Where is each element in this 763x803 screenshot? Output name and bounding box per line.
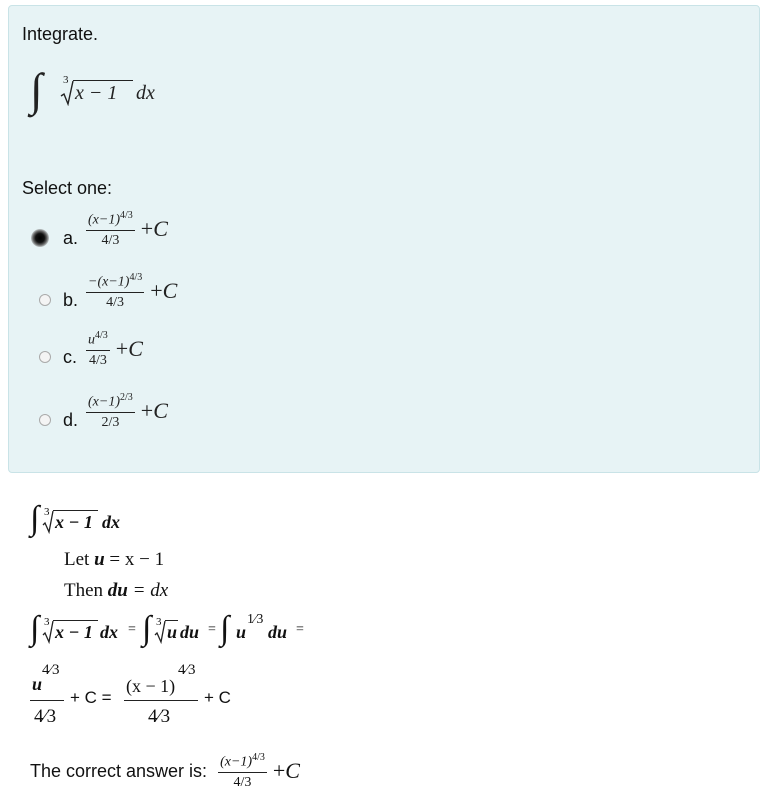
option-c-fraction — [86, 330, 110, 369]
l5-left-den: 4⁄3 — [34, 706, 57, 727]
option-a-answer — [86, 210, 168, 249]
correct-answer-denominator: 4/3 — [233, 774, 252, 790]
correct-answer-num-exp: 4/3 — [252, 752, 265, 763]
l5-right-num: (x − 1) — [126, 676, 176, 696]
option-b-letter: b. — [63, 290, 79, 310]
l4-radical-icon-1 — [42, 620, 54, 644]
solution-root-index: 3 — [44, 506, 50, 518]
question-integral — [30, 64, 190, 124]
solution-radical-bar — [53, 510, 98, 511]
l4-integral-sign-3: ∫ — [220, 610, 230, 647]
option-c-denominator: 4/3 — [88, 352, 107, 368]
option-b-answer — [86, 272, 177, 311]
option-b-numerator: −(x−1) — [88, 274, 130, 290]
option-b-denominator: 4/3 — [106, 294, 125, 310]
radical-sign-icon — [60, 80, 74, 106]
l5-right-frac-bar — [124, 700, 198, 701]
option-c-radio[interactable] — [39, 351, 51, 363]
l4-exp-1-3: 1⁄3 — [247, 612, 264, 627]
option-b[interactable] — [28, 272, 268, 328]
l5-right-tail: + C — [204, 688, 231, 707]
l5-left-frac-bar — [30, 700, 64, 701]
option-c-num-exp: 4/3 — [95, 330, 108, 341]
then-word: Then — [64, 580, 104, 601]
l4-integral-sign-1: ∫ — [30, 610, 40, 647]
solution-integral-sign: ∫ — [30, 500, 40, 537]
correct-answer-tail: +C — [272, 758, 300, 784]
l4-radical-icon-2 — [154, 620, 166, 644]
option-a-numerator: (x−1) — [88, 212, 120, 228]
correct-answer-fraction — [218, 752, 267, 791]
substitution-let — [64, 549, 164, 571]
option-d[interactable] — [28, 392, 268, 448]
select-one-prompt: Select one: — [22, 178, 113, 198]
then-expr: = dx — [132, 580, 169, 601]
option-a-letter: a. — [63, 228, 79, 248]
let-var: u — [94, 549, 105, 570]
l5-left-tail: + C = — [70, 688, 112, 707]
l4-eq-2: = — [208, 622, 216, 637]
option-a-radio[interactable] — [31, 229, 49, 247]
option-a[interactable] — [28, 210, 268, 266]
option-b-num-exp: 4/3 — [129, 272, 143, 283]
correct-answer-label: The correct answer is: — [30, 760, 208, 781]
option-d-denominator: 2/3 — [101, 414, 120, 430]
option-a-num-exp: 4/3 — [120, 210, 133, 221]
l4-integral-sign-2: ∫ — [142, 610, 152, 647]
l4-base-u: u — [236, 622, 247, 642]
l4-root-index-2: 3 — [156, 616, 162, 628]
root-index: 3 — [63, 74, 69, 86]
option-c-letter: c. — [63, 347, 78, 367]
option-b-tail: +C — [150, 278, 178, 304]
then-var: du — [107, 580, 128, 601]
option-b-radio[interactable] — [39, 294, 51, 306]
l4-radicand-2: u — [167, 622, 178, 642]
solution-radicand: x − 1 — [55, 512, 93, 532]
option-a-fraction — [86, 210, 135, 249]
option-a-tail: +C — [140, 216, 168, 242]
integral-sign: ∫ — [30, 64, 43, 115]
question-instruction: Integrate. — [22, 24, 99, 44]
l4-dx: dx — [100, 622, 118, 642]
option-d-num-exp: 2/3 — [120, 392, 133, 403]
l5-left-num-exp: 4⁄3 — [42, 662, 60, 678]
l4-eq-3: = — [296, 622, 304, 637]
option-d-tail: +C — [140, 398, 168, 424]
l4-eq-1: = — [128, 622, 136, 637]
l5-right-num-exp: 4⁄3 — [178, 662, 196, 678]
substitution-then — [64, 580, 168, 602]
let-word: Let — [64, 549, 90, 570]
correct-answer-numerator: (x−1) — [220, 754, 253, 770]
solution-radical-icon — [42, 510, 54, 534]
solution-line-4 — [30, 610, 320, 654]
radicand: x − 1 — [75, 82, 118, 104]
option-d-answer — [86, 392, 168, 431]
l4-radical-bar-2 — [165, 620, 178, 621]
solution-dx: dx — [102, 512, 120, 532]
option-d-fraction — [86, 392, 135, 431]
option-c-numerator: u — [88, 332, 95, 348]
l4-radicand-1: x − 1 — [55, 622, 93, 642]
option-b-fraction — [86, 272, 144, 311]
option-d-radio[interactable] — [39, 414, 51, 426]
option-d-letter: d. — [63, 410, 79, 430]
l4-du-2: du — [268, 622, 288, 642]
l4-du-1: du — [180, 622, 200, 642]
differential: dx — [136, 82, 155, 104]
l5-right-den: 4⁄3 — [148, 706, 171, 727]
solution-line-1 — [30, 500, 170, 544]
correct-answer — [30, 752, 300, 791]
l4-radical-bar-1 — [53, 620, 98, 621]
option-c[interactable] — [28, 330, 268, 390]
option-c-answer — [86, 330, 143, 369]
option-d-numerator: (x−1) — [88, 394, 120, 410]
l5-left-num-base: u — [32, 674, 43, 694]
radical-bar — [73, 80, 133, 81]
option-c-tail: +C — [115, 336, 143, 362]
solution-line-5 — [30, 664, 290, 736]
let-expr: = x − 1 — [109, 549, 165, 570]
option-a-denominator: 4/3 — [101, 232, 120, 248]
l4-root-index-1: 3 — [44, 616, 50, 628]
